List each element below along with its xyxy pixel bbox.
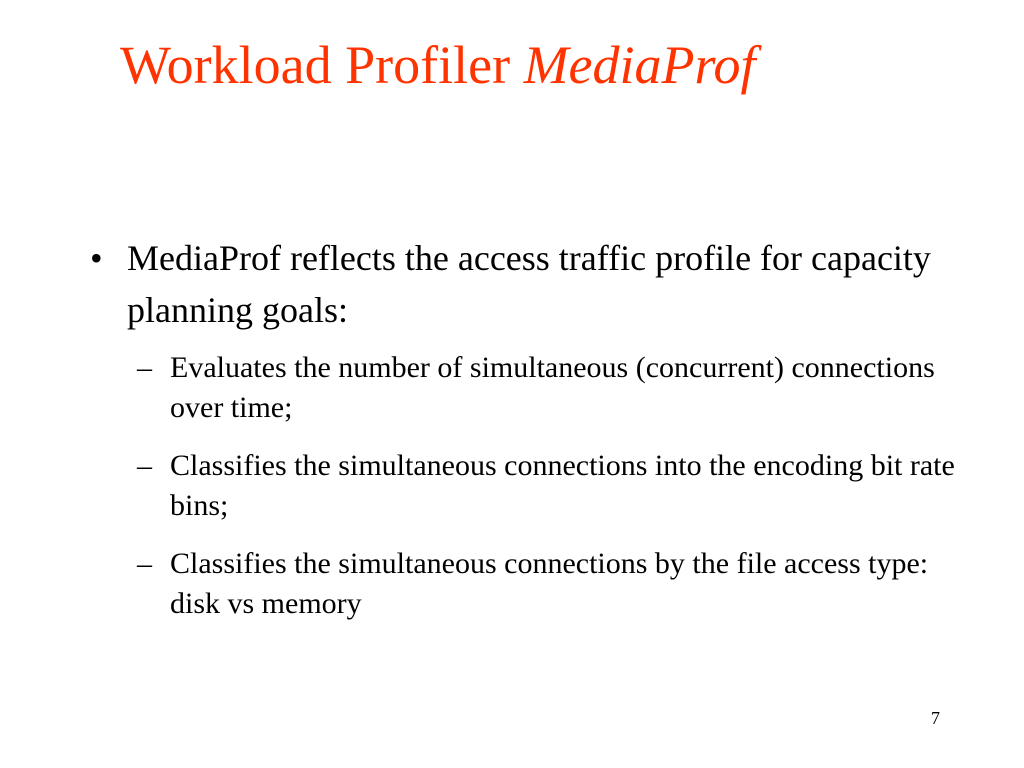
bullet-item bbox=[90, 232, 970, 336]
sub-bullet-marker: – bbox=[137, 351, 152, 384]
slide-title-plain: Workload Profiler bbox=[120, 35, 524, 95]
sub-bullet-text: Classifies the simultaneous connections into the encoding bit rate bins; bbox=[170, 449, 955, 522]
sub-bullet-text: Evaluates the number of simultaneous (concurrent) connections over time; bbox=[170, 351, 935, 424]
sub-bullet-item bbox=[137, 348, 970, 428]
sub-bullet-item bbox=[137, 544, 970, 624]
sub-bullet-marker: – bbox=[137, 449, 152, 482]
page-number: 7 bbox=[931, 708, 940, 728]
sub-bullet-marker: – bbox=[137, 547, 152, 580]
sub-bullet-list bbox=[90, 348, 970, 624]
slide-title-emphasis: MediaProf bbox=[523, 35, 756, 95]
slide-content bbox=[90, 232, 970, 642]
sub-bullet-text: Classifies the simultaneous connections by the file access type: disk vs memory bbox=[170, 547, 929, 620]
slide-title bbox=[120, 30, 980, 100]
bullet-text: MediaProf reflects the access traffic profile for capacity planning goals: bbox=[127, 238, 931, 330]
sub-bullet-item bbox=[137, 446, 970, 526]
bullet-marker: • bbox=[90, 238, 103, 278]
